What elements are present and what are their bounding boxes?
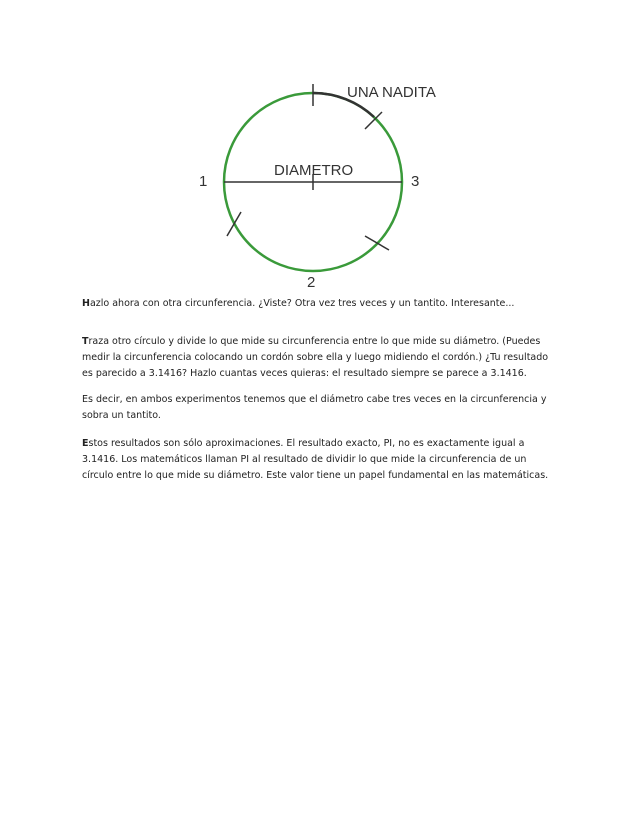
paragraph-2-initial: T [82, 336, 89, 347]
paragraph-4-initial: E [82, 438, 89, 449]
paragraph-2-text: raza otro círculo y divide lo que mide su circunferencia entre lo que mide su diámetro. (Puedes medir la circunferencia colocando un cordón sobre ella y luego midiendo el cordón.) ¿Tu resultado es parecido a 3.1416? Hazlo cuantas veces quieras: el resultado siempre se parece a 3.1416. [82, 336, 549, 379]
paragraph-3 [82, 392, 552, 424]
paragraph-1-text: azlo ahora con otra circunferencia. ¿Viste? Otra vez tres veces y un tantito. Interesante... [89, 298, 515, 309]
label-1: 1 [199, 173, 208, 190]
paragraph-2 [82, 334, 552, 382]
figure-svg [190, 78, 442, 288]
label-3: 3 [411, 173, 420, 190]
paragraph-1-initial: H [82, 298, 90, 309]
paragraph-1 [82, 296, 552, 312]
label-una-nadita: UNA NADITA [347, 84, 436, 101]
right-tick [365, 236, 389, 250]
circle-diameter-figure [190, 78, 442, 288]
paragraph-4-text: stos resultados son sólo aproximaciones. El resultado exacto, PI, no es exactamente igual a 3.1416. Los matemáticos llaman PI al resultado de dividir lo que mide la circunferencia de un círculo entre lo que mide su diámetro. Este valor tiene un papel fundamental en las matemáticas. [82, 438, 549, 481]
arc-end-tick [365, 112, 382, 129]
paragraph-4 [82, 436, 552, 484]
paragraph-3-text: Es decir, en ambos experimentos tenemos que el diámetro cabe tres veces en la circunferencia y sobra un tantito. [82, 394, 547, 421]
label-diametro: DIAMETRO [274, 162, 354, 179]
label-2: 2 [307, 274, 316, 288]
